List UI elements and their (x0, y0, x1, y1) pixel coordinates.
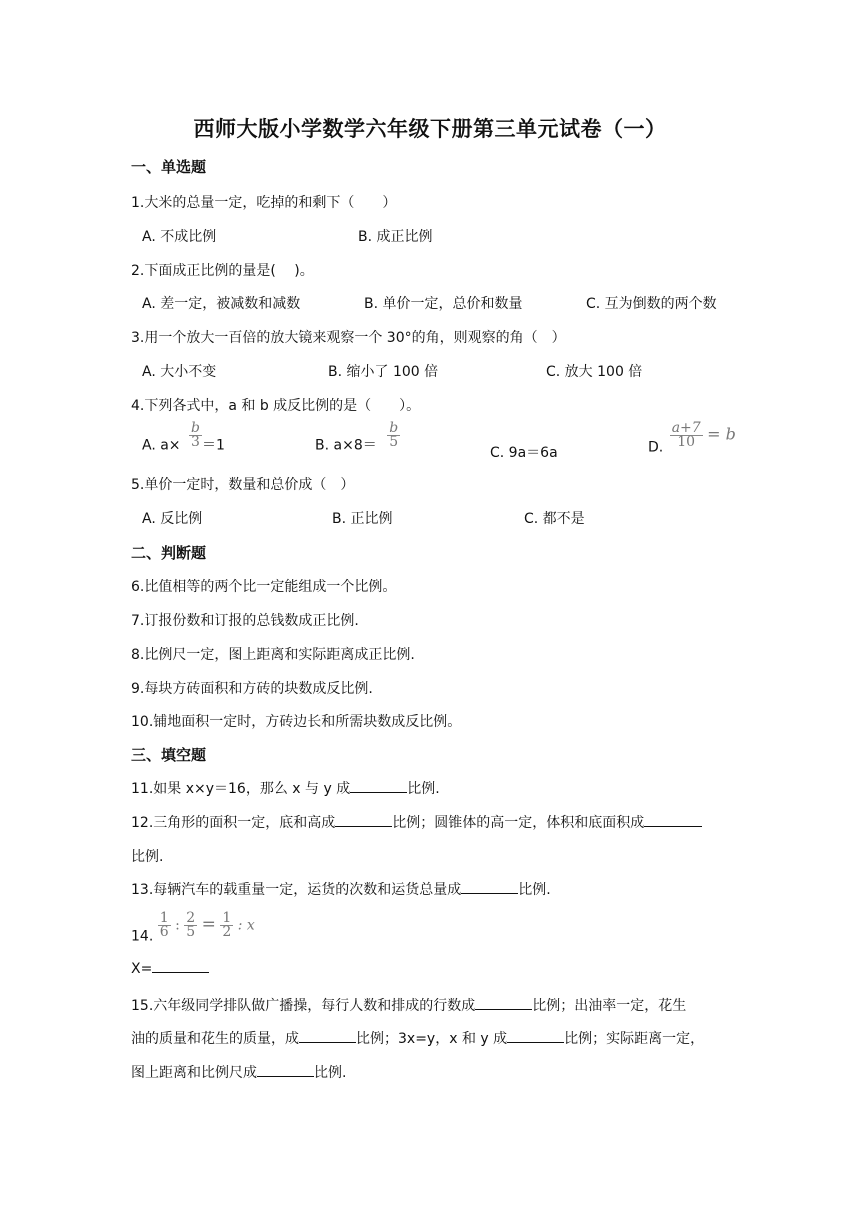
question-11-suffix: 比例. (407, 781, 440, 797)
ratio-colon: : (175, 917, 180, 934)
question-7: 7.订报份数和订报的总钱数成正比例. (131, 613, 359, 629)
fraction-1-over-2 (220, 912, 233, 939)
answer-blank[interactable] (299, 1030, 356, 1043)
question-5-option-a[interactable]: A. 反比例 (142, 511, 203, 527)
answer-blank[interactable] (644, 814, 702, 827)
option-d-prefix: D. (648, 439, 664, 456)
question-12-line-1 (131, 812, 702, 832)
question-14-equation (131, 912, 255, 945)
question-15-text-cont: 比例；3x=y，x 和 y 成 (356, 1031, 508, 1047)
question-14-number: 14. (131, 928, 154, 945)
question-15-suffix: 比例. (314, 1065, 347, 1081)
question-13 (131, 879, 551, 899)
question-12-middle: 比例；圆锥体的高一定，体积和底面积成 (392, 815, 645, 831)
question-4-option-c[interactable]: C. 9a＝6a (490, 445, 558, 461)
question-14-answer (131, 960, 209, 977)
answer-label: X= (131, 961, 153, 977)
question-1-stem: 1.大米的总量一定，吃掉的和剩下（ ） (131, 195, 397, 211)
answer-blank[interactable] (257, 1064, 314, 1077)
fraction-denominator: 2 (222, 924, 232, 940)
question-6: 6.比值相等的两个比一定能组成一个比例。 (131, 579, 397, 595)
fraction-denominator: 5 (389, 434, 399, 450)
question-15-text-cont: 比例；实际距离一定， (564, 1031, 705, 1047)
question-2-option-b[interactable]: B. 单价一定，总价和数量 (364, 296, 523, 312)
fraction-denominator: 5 (186, 924, 196, 940)
fraction-b-over-3 (189, 422, 202, 449)
section-heading-fill-in: 三、填空题 (131, 746, 207, 764)
fraction-a-plus-7-over-10 (670, 422, 703, 449)
question-10: 10.铺地面积一定时，方砖边长和所需块数成反比例。 (131, 714, 462, 730)
question-15-line-2 (131, 1028, 704, 1048)
question-15-line-3 (131, 1062, 346, 1082)
fraction-numerator: 1 (222, 910, 232, 926)
question-5-stem: 5.单价一定时，数量和总价成（ ） (131, 477, 355, 493)
fraction-numerator: a+7 (671, 420, 701, 436)
question-2-option-a[interactable]: A. 差一定，被减数和减数 (142, 296, 301, 312)
question-1-option-a[interactable]: A. 不成比例 (142, 229, 217, 245)
equals-sign: = (201, 914, 216, 935)
answer-blank[interactable] (461, 881, 518, 894)
fraction-denominator: 3 (191, 434, 200, 450)
question-13-suffix: 比例. (518, 882, 551, 898)
question-15-text: 15.六年级同学排队做广播操，每行人数和排成的行数成 (131, 998, 476, 1014)
question-3-option-b[interactable]: B. 缩小了 100 倍 (328, 364, 439, 380)
answer-blank[interactable] (350, 780, 407, 793)
fraction-numerator: b (191, 420, 200, 436)
question-8: 8.比例尺一定，图上距离和实际距离成正比例. (131, 647, 415, 663)
question-9: 9.每块方砖面积和方砖的块数成反比例. (131, 681, 373, 697)
section-heading-single-choice: 一、单选题 (131, 158, 207, 176)
question-11-text: 11.如果 x×y＝16，那么 x 与 y 成 (131, 781, 351, 797)
answer-blank[interactable] (335, 814, 392, 827)
fraction-2-over-5 (184, 912, 197, 939)
fraction-denominator: 6 (159, 924, 169, 940)
answer-blank[interactable] (475, 997, 532, 1010)
question-12-line-2: 比例. (131, 849, 164, 865)
question-2-stem: 2.下面成正比例的量是( )。 (131, 263, 314, 279)
question-11 (131, 778, 440, 798)
question-4-option-a[interactable] (142, 422, 225, 455)
question-3-option-c[interactable]: C. 放大 100 倍 (546, 364, 643, 380)
equals-b: = b (707, 424, 736, 444)
question-5-option-c[interactable]: C. 都不是 (524, 511, 585, 527)
question-15-text-cont: 比例；出油率一定，花生 (532, 998, 687, 1014)
question-1-option-b[interactable]: B. 成正比例 (358, 229, 433, 245)
question-15-text: 油的质量和花生的质量，成 (131, 1031, 299, 1047)
fraction-b-over-5 (387, 422, 400, 449)
fraction-numerator: 2 (186, 910, 196, 926)
question-3-option-a[interactable]: A. 大小不变 (142, 364, 217, 380)
question-15-text: 图上距离和比例尺成 (131, 1065, 257, 1081)
question-2-option-c[interactable]: C. 互为倒数的两个数 (586, 296, 717, 312)
question-5-option-b[interactable]: B. 正比例 (332, 511, 393, 527)
question-3-stem: 3.用一个放大一百倍的放大镜来观察一个 30°的角，则观察的角（ ） (131, 330, 566, 346)
ratio-x: : x (237, 917, 255, 934)
answer-blank[interactable] (507, 1030, 564, 1043)
answer-blank[interactable] (152, 960, 209, 973)
question-12-text: 12.三角形的面积一定，底和高成 (131, 815, 336, 831)
fraction-1-over-6 (158, 912, 171, 939)
fraction-numerator: b (389, 420, 399, 436)
question-4-stem: 4.下列各式中，a 和 b 成反比例的是（ ）。 (131, 398, 421, 414)
option-a-suffix: ＝1 (201, 437, 225, 454)
fraction-numerator: 1 (159, 910, 169, 926)
option-b-prefix: B. a×8＝ (315, 437, 377, 454)
question-4-option-b[interactable] (315, 422, 400, 455)
fraction-denominator: 10 (677, 434, 696, 450)
question-4-option-d[interactable] (648, 422, 736, 456)
section-heading-true-false: 二、判断题 (131, 544, 207, 562)
page-title: 西师大版小学数学六年级下册第三单元试卷（一） (193, 117, 667, 141)
question-15-line-1 (131, 995, 686, 1015)
option-a-prefix: A. a× (142, 437, 181, 454)
question-13-text: 13.每辆汽车的载重量一定，运货的次数和运货总量成 (131, 882, 462, 898)
